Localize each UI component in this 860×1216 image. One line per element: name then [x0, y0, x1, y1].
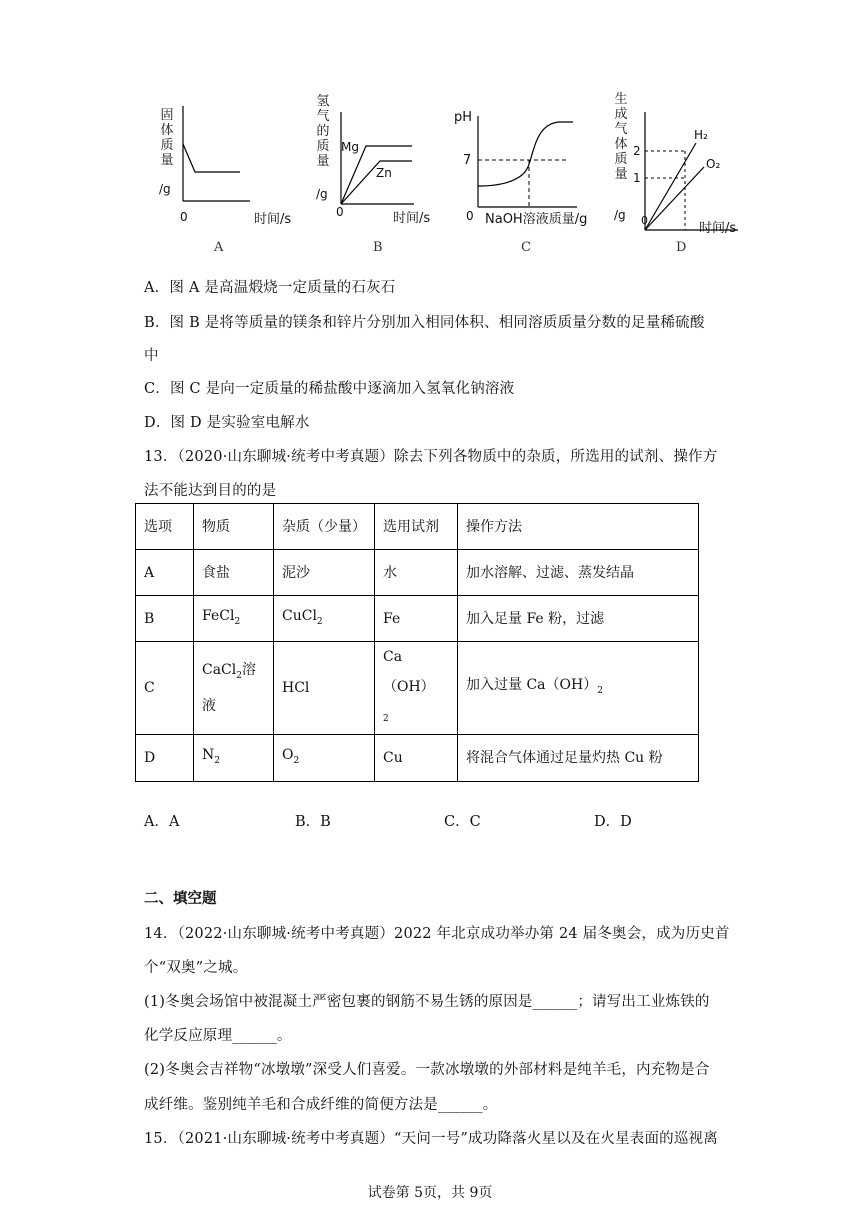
q14-line5: (2)冬奥会吉祥物“冰墩墩”深受人们喜爱。一款冰墩墩的外部材料是纯羊毛，内充物是合 — [144, 1062, 710, 1078]
q12-option-b: B．图 B 是将等质量的镁条和锌片分别加入相同体积、相同溶质质量分数的足量稀硫酸 — [144, 315, 705, 331]
table-row — [136, 550, 699, 596]
table-cell: B — [136, 596, 194, 642]
q14-line3: (1)冬奥会场馆中被混凝土严密包裹的钢筋不易生锈的原因是______；请写出工业炼铁的 — [144, 994, 710, 1010]
formula-text: CuCl — [282, 607, 317, 624]
subscript: 2 — [214, 755, 220, 766]
graph-d-axes — [608, 90, 748, 235]
q14-line1: 14．（2022·山东聊城·统考中考真题）2022 年北京成功举办第 24 届冬奥会，成为历史首 — [144, 926, 730, 942]
formula-text: 加入过量 Ca（OH） — [466, 677, 598, 694]
graph-d-tick-1: 1 — [633, 171, 641, 185]
table-header-cell: 物质 — [194, 504, 274, 550]
graph-d-series-o2: O₂ — [706, 157, 721, 171]
table-cell: A — [136, 550, 194, 596]
subscript: 2 — [316, 616, 323, 627]
graph-c-caption: C — [521, 240, 531, 255]
subscript: 2 — [597, 685, 603, 696]
q12-option-d: D．图 D 是实验室电解水 — [144, 415, 310, 431]
choice-d[interactable]: D．D — [594, 814, 632, 830]
subscript: 2 — [236, 670, 242, 681]
graph-d-origin: 0 — [641, 214, 648, 227]
table-cell: 加水溶解、过滤、蒸发结晶 — [458, 550, 699, 596]
graph-b-yunit: /g — [316, 187, 328, 201]
graph-c-xlabel: NaOH溶液质量/g — [485, 212, 588, 227]
subscript: 2 — [234, 616, 241, 627]
choice-a[interactable]: A．A — [144, 814, 180, 830]
table-header-cell: 选用试剂 — [375, 504, 458, 550]
graph-a-xlabel: 时间/s — [254, 212, 292, 227]
table-cell: HCl — [274, 642, 375, 735]
table-header-cell: 杂质（少量） — [274, 504, 375, 550]
q13-table — [135, 503, 699, 782]
graph-b-xlabel: 时间/s — [393, 211, 431, 226]
graph-d-yunit: /g — [614, 208, 626, 222]
table-cell: D — [136, 735, 194, 782]
graph-b-ylabel: 氢气的质量 — [316, 94, 330, 169]
graph-a-origin: 0 — [180, 210, 188, 224]
q12-option-a: A．图 A 是高温煅烧一定质量的石灰石 — [144, 280, 396, 296]
table-header-cell: 选项 — [136, 504, 194, 550]
table-cell — [458, 642, 699, 735]
choice-b[interactable]: B．B — [295, 814, 331, 830]
graph-d — [608, 90, 748, 235]
graph-d-series-h2: H₂ — [694, 128, 708, 142]
q13-stem-line2: 法不能达到目的的是 — [144, 483, 277, 499]
formula-suffix: 溶 — [241, 662, 256, 679]
q14-line6: 成纤维。鉴别纯羊毛和合成纤维的简便方法是______。 — [144, 1097, 498, 1113]
graph-c — [452, 104, 602, 234]
graph-a-yunit: /g — [159, 182, 171, 196]
table-cell: 食盐 — [194, 550, 274, 596]
page-footer: 试卷第 5页，共 9页 — [367, 1185, 493, 1201]
q12-option-b-cont: 中 — [144, 348, 159, 364]
table-header-row — [136, 504, 699, 550]
graph-d-caption: D — [676, 240, 687, 255]
subscript: 2 — [293, 755, 300, 766]
graph-d-xlabel: 时间/s — [699, 221, 737, 236]
formula-text: FeCl — [202, 607, 235, 624]
table-cell — [274, 596, 375, 642]
table-cell: 水 — [375, 550, 458, 596]
graph-c-ylabel: pH — [454, 110, 473, 125]
graph-a — [150, 100, 290, 230]
q15-line1: 15．（2021·山东聊城·统考中考真题）“天问一号”成功降落火星以及在火星表面的巡视离 — [144, 1131, 718, 1147]
formula-text: CaCl — [202, 662, 237, 679]
table-row — [136, 642, 699, 735]
graph-d-ylabel: 生成气体质量 — [614, 92, 628, 182]
table-cell — [375, 642, 458, 735]
q12-option-c: C．图 C 是向一定质量的稀盐酸中逐滴加入氢氧化钠溶液 — [144, 381, 515, 397]
formula-suffix-line2: 液 — [202, 697, 216, 714]
graph-c-tick-7: 7 — [463, 153, 472, 168]
table-row — [136, 596, 699, 642]
graph-b-caption: B — [373, 240, 383, 255]
table-cell: 加入足量 Fe 粉，过滤 — [458, 596, 699, 642]
graph-b-origin: 0 — [336, 205, 344, 219]
q13-stem-line1: 13．（2020·山东聊城·统考中考真题）除去下列各物质中的杂质，所选用的试剂、操作方 — [144, 449, 718, 465]
graph-c-origin: 0 — [466, 209, 474, 223]
table-cell — [194, 596, 274, 642]
table-header-cell: 操作方法 — [458, 504, 699, 550]
table-cell — [274, 735, 375, 782]
subscript: 2 — [383, 714, 389, 724]
graph-a-caption: A — [214, 240, 224, 255]
graph-d-tick-2: 2 — [633, 144, 641, 158]
choice-c[interactable]: C．C — [444, 814, 481, 830]
graph-a-ylabel: 固体质量 — [160, 108, 174, 168]
formula-text: N — [202, 747, 215, 764]
table-row — [136, 735, 699, 782]
table-cell: C — [136, 642, 194, 735]
q14-line4: 化学反应原理______。 — [144, 1028, 292, 1044]
graph-b — [310, 92, 450, 232]
table-cell: Cu — [375, 735, 458, 782]
table-cell: 将混合气体通过足量灼热 Cu 粉 — [458, 735, 699, 782]
section-heading: 二、填空题 — [144, 891, 217, 907]
q14-line2: 个“双奥”之城。 — [144, 960, 248, 976]
graph-b-series-mg: Mg — [341, 140, 359, 154]
table-cell — [194, 735, 274, 782]
table-cell — [194, 642, 274, 735]
formula-text: Ca（OH） — [383, 649, 435, 695]
graph-b-series-zn: Zn — [376, 166, 392, 180]
formula-text: O — [282, 747, 294, 764]
table-cell: 泥沙 — [274, 550, 375, 596]
table-cell: Fe — [375, 596, 458, 642]
